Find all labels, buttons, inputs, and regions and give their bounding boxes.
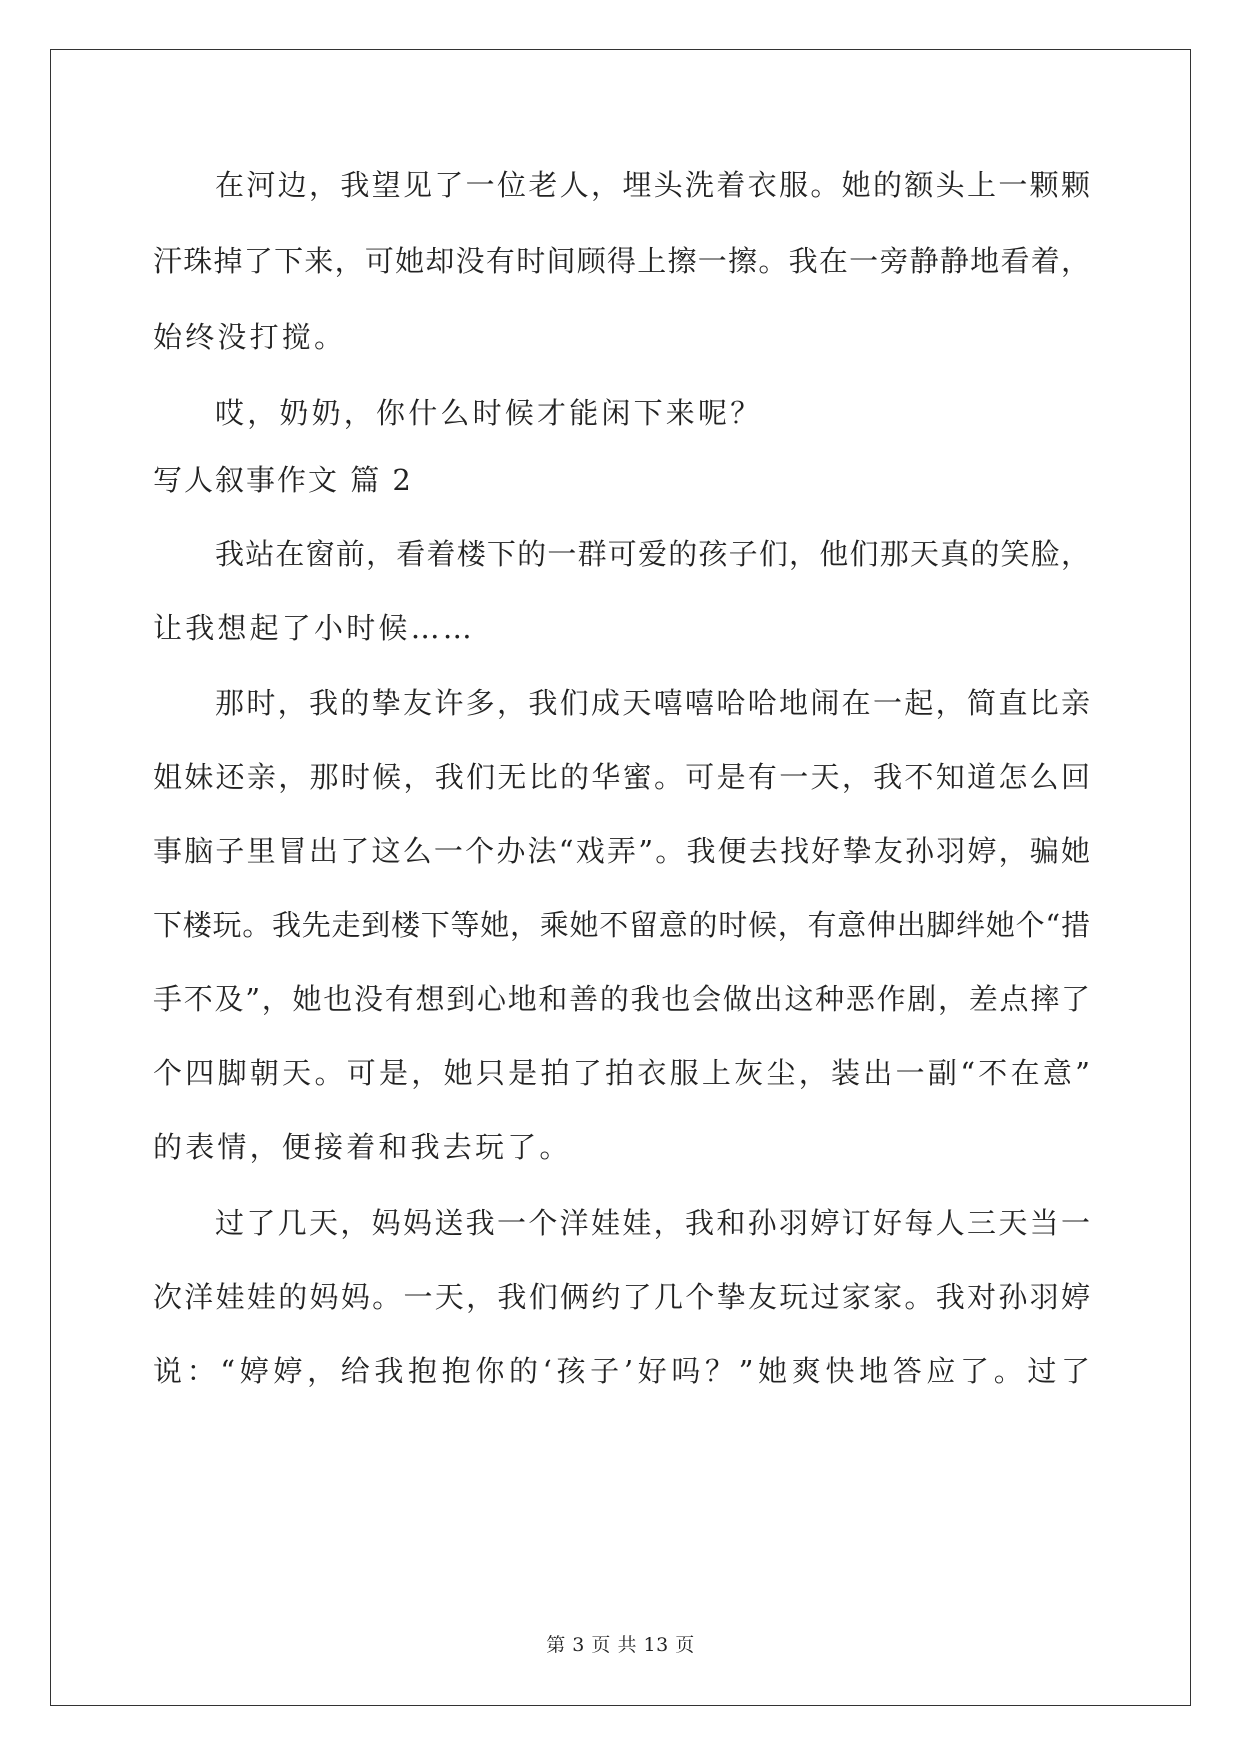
section-heading: 写人叙事作文 篇 2 bbox=[153, 463, 413, 497]
paragraph-5-line-3: 说：“婷婷，给我抱抱你的‘孩子’好吗？”她爽快地答应了。过了 bbox=[153, 1354, 1090, 1388]
page-border bbox=[50, 49, 1191, 1706]
paragraph-5-line-2: 次洋娃娃的妈妈。一天，我们俩约了几个挚友玩过家家。我对孙羽婷 bbox=[153, 1280, 1090, 1314]
paragraph-4-line-3: 事脑子里冒出了这么一个办法“戏弄”。我便去找好挚友孙羽婷，骗她 bbox=[153, 834, 1090, 868]
paragraph-4-line-2: 姐妹还亲，那时候，我们无比的华蜜。可是有一天，我不知道怎么回 bbox=[153, 760, 1090, 794]
paragraph-5-line-1: 过了几天，妈妈送我一个洋娃娃，我和孙羽婷订好每人三天当一 bbox=[215, 1206, 1090, 1240]
paragraph-3-line-1: 我站在窗前，看着楼下的一群可爱的孩子们，他们那天真的笑脸， bbox=[215, 537, 1090, 571]
paragraph-1-line-2: 汗珠掉了下来，可她却没有时间顾得上擦一擦。我在一旁静静地看着， bbox=[153, 244, 1090, 278]
paragraph-2-line-1: 哎，奶奶，你什么时候才能闲下来呢？ bbox=[215, 396, 763, 430]
paragraph-4-line-7: 的表情，便接着和我去玩了。 bbox=[153, 1130, 572, 1164]
paragraph-4-line-5: 手不及”，她也没有想到心地和善的我也会做出这种恶作剧，差点摔了 bbox=[153, 982, 1090, 1016]
paragraph-1-line-1: 在河边，我望见了一位老人，埋头洗着衣服。她的额头上一颗颗 bbox=[215, 168, 1090, 202]
paragraph-4-line-6: 个四脚朝天。可是，她只是拍了拍衣服上灰尘，装出一副“不在意” bbox=[153, 1056, 1090, 1090]
paragraph-4-line-1: 那时，我的挚友许多，我们成天嘻嘻哈哈地闹在一起，简直比亲 bbox=[215, 686, 1090, 720]
paragraph-1-line-3: 始终没打搅。 bbox=[153, 320, 347, 354]
page-number-footer: 第 3 页 共 13 页 bbox=[546, 1634, 695, 1656]
paragraph-4-line-4: 下楼玩。我先走到楼下等她，乘她不留意的时候，有意伸出脚绊她个“措 bbox=[153, 908, 1090, 942]
paragraph-3-line-2: 让我想起了小时候…… bbox=[153, 611, 476, 645]
